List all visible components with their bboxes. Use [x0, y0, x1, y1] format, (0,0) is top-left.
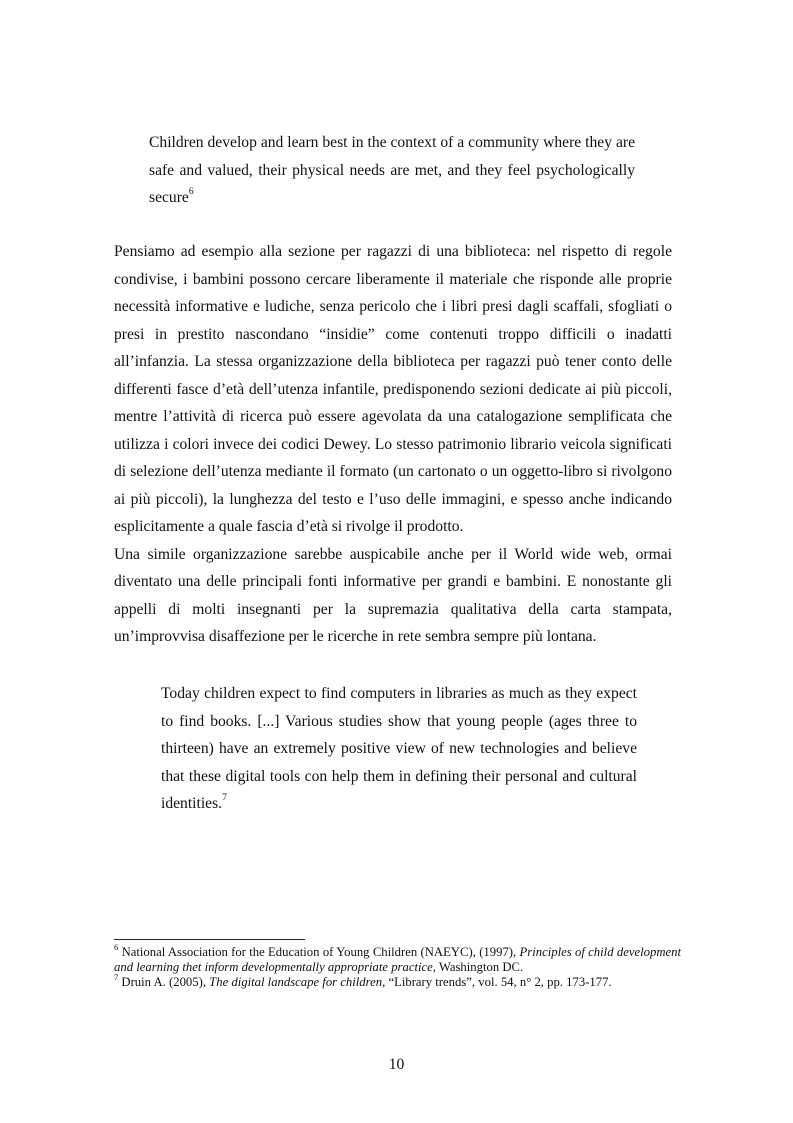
footnote-text-end: , Washington DC.	[432, 960, 524, 974]
footnote-number: 6	[114, 941, 119, 952]
footnote-ref-6[interactable]: 6	[188, 187, 194, 197]
block-quote-1	[149, 129, 635, 212]
block-quote-2-text: Today children expect to find computers in libraries as much as they expect to find books. [...] Various studies show that young people (ages three to thirteen) have an extremely positive view of new technologies and believe that these digital tools con help them in defining their personal and cultural identities.	[161, 685, 637, 813]
footnote-title: Principles of child development and learning thet inform developmentally appropriate practice	[114, 945, 681, 974]
body-paragraph-1: Pensiamo ad esempio alla sezione per ragazzi di una biblioteca: nel rispetto di regole condivise, i bambini possono cercare liberamente il materiale che risponde alle proprie necessità informative e ludiche, senza pericolo che i libri presi dagli scaffali, sfogliati o presi in prestito nascondano “insidie” come contenuti troppo difficili o inadatti all’infanzia. La stessa organizzazione della biblioteca per ragazzi può tener conto delle differenti fasce d’età dell’utenza infantile, predisponendo sezioni dedicate ai più piccoli, mentre l’attività di ricerca può essere agevolata da una catalogazione semplificata che utilizza i colori invece dei codici Dewey. Lo stesso patrimonio librario veicola significati di selezione dell’utenza mediante il formato (un cartonato o un oggetto-libro si rivolgono ai più piccoli), la lunghezza del testo e l’uso delle immagini, e spesso anche indicando esplicitamente a quale fascia d’età si rivolge il prodotto.	[114, 243, 672, 535]
footnote-7	[114, 971, 681, 990]
page-number: 10	[388, 1056, 405, 1073]
footnote-ref-7[interactable]: 7	[222, 793, 227, 804]
footnote-title: The digital landscape for children	[209, 975, 383, 989]
footnotes	[114, 941, 681, 990]
footnote-text: National Association for the Education of Young Children (NAEYC), (1997),	[121, 945, 520, 959]
block-quote-2	[161, 680, 637, 818]
footnote-text-end: , “Library trends”, vol. 54, n° 2, pp. 173-177.	[382, 975, 612, 989]
footnote-divider	[114, 939, 305, 940]
block-quote-1-text: Children develop and learn best in the context of a community where they are safe and valued, their physical needs are met, and they feel psychologically secure	[149, 134, 635, 207]
footnote-number: 7	[114, 971, 119, 982]
footnote-6	[114, 941, 681, 975]
body-text	[114, 238, 672, 651]
footnote-text: Druin A. (2005),	[121, 975, 210, 989]
body-paragraph-2: Una simile organizzazione sarebbe auspicabile anche per il World wide web, ormai diventato una delle principali fonti informative per grandi e bambini. E nonostante gli appelli di molti insegnanti per la supremazia qualitativa della carta stampata, un’improvvisa disaffezione per le ricerche in rete sembra sempre più lontana.	[114, 545, 672, 645]
